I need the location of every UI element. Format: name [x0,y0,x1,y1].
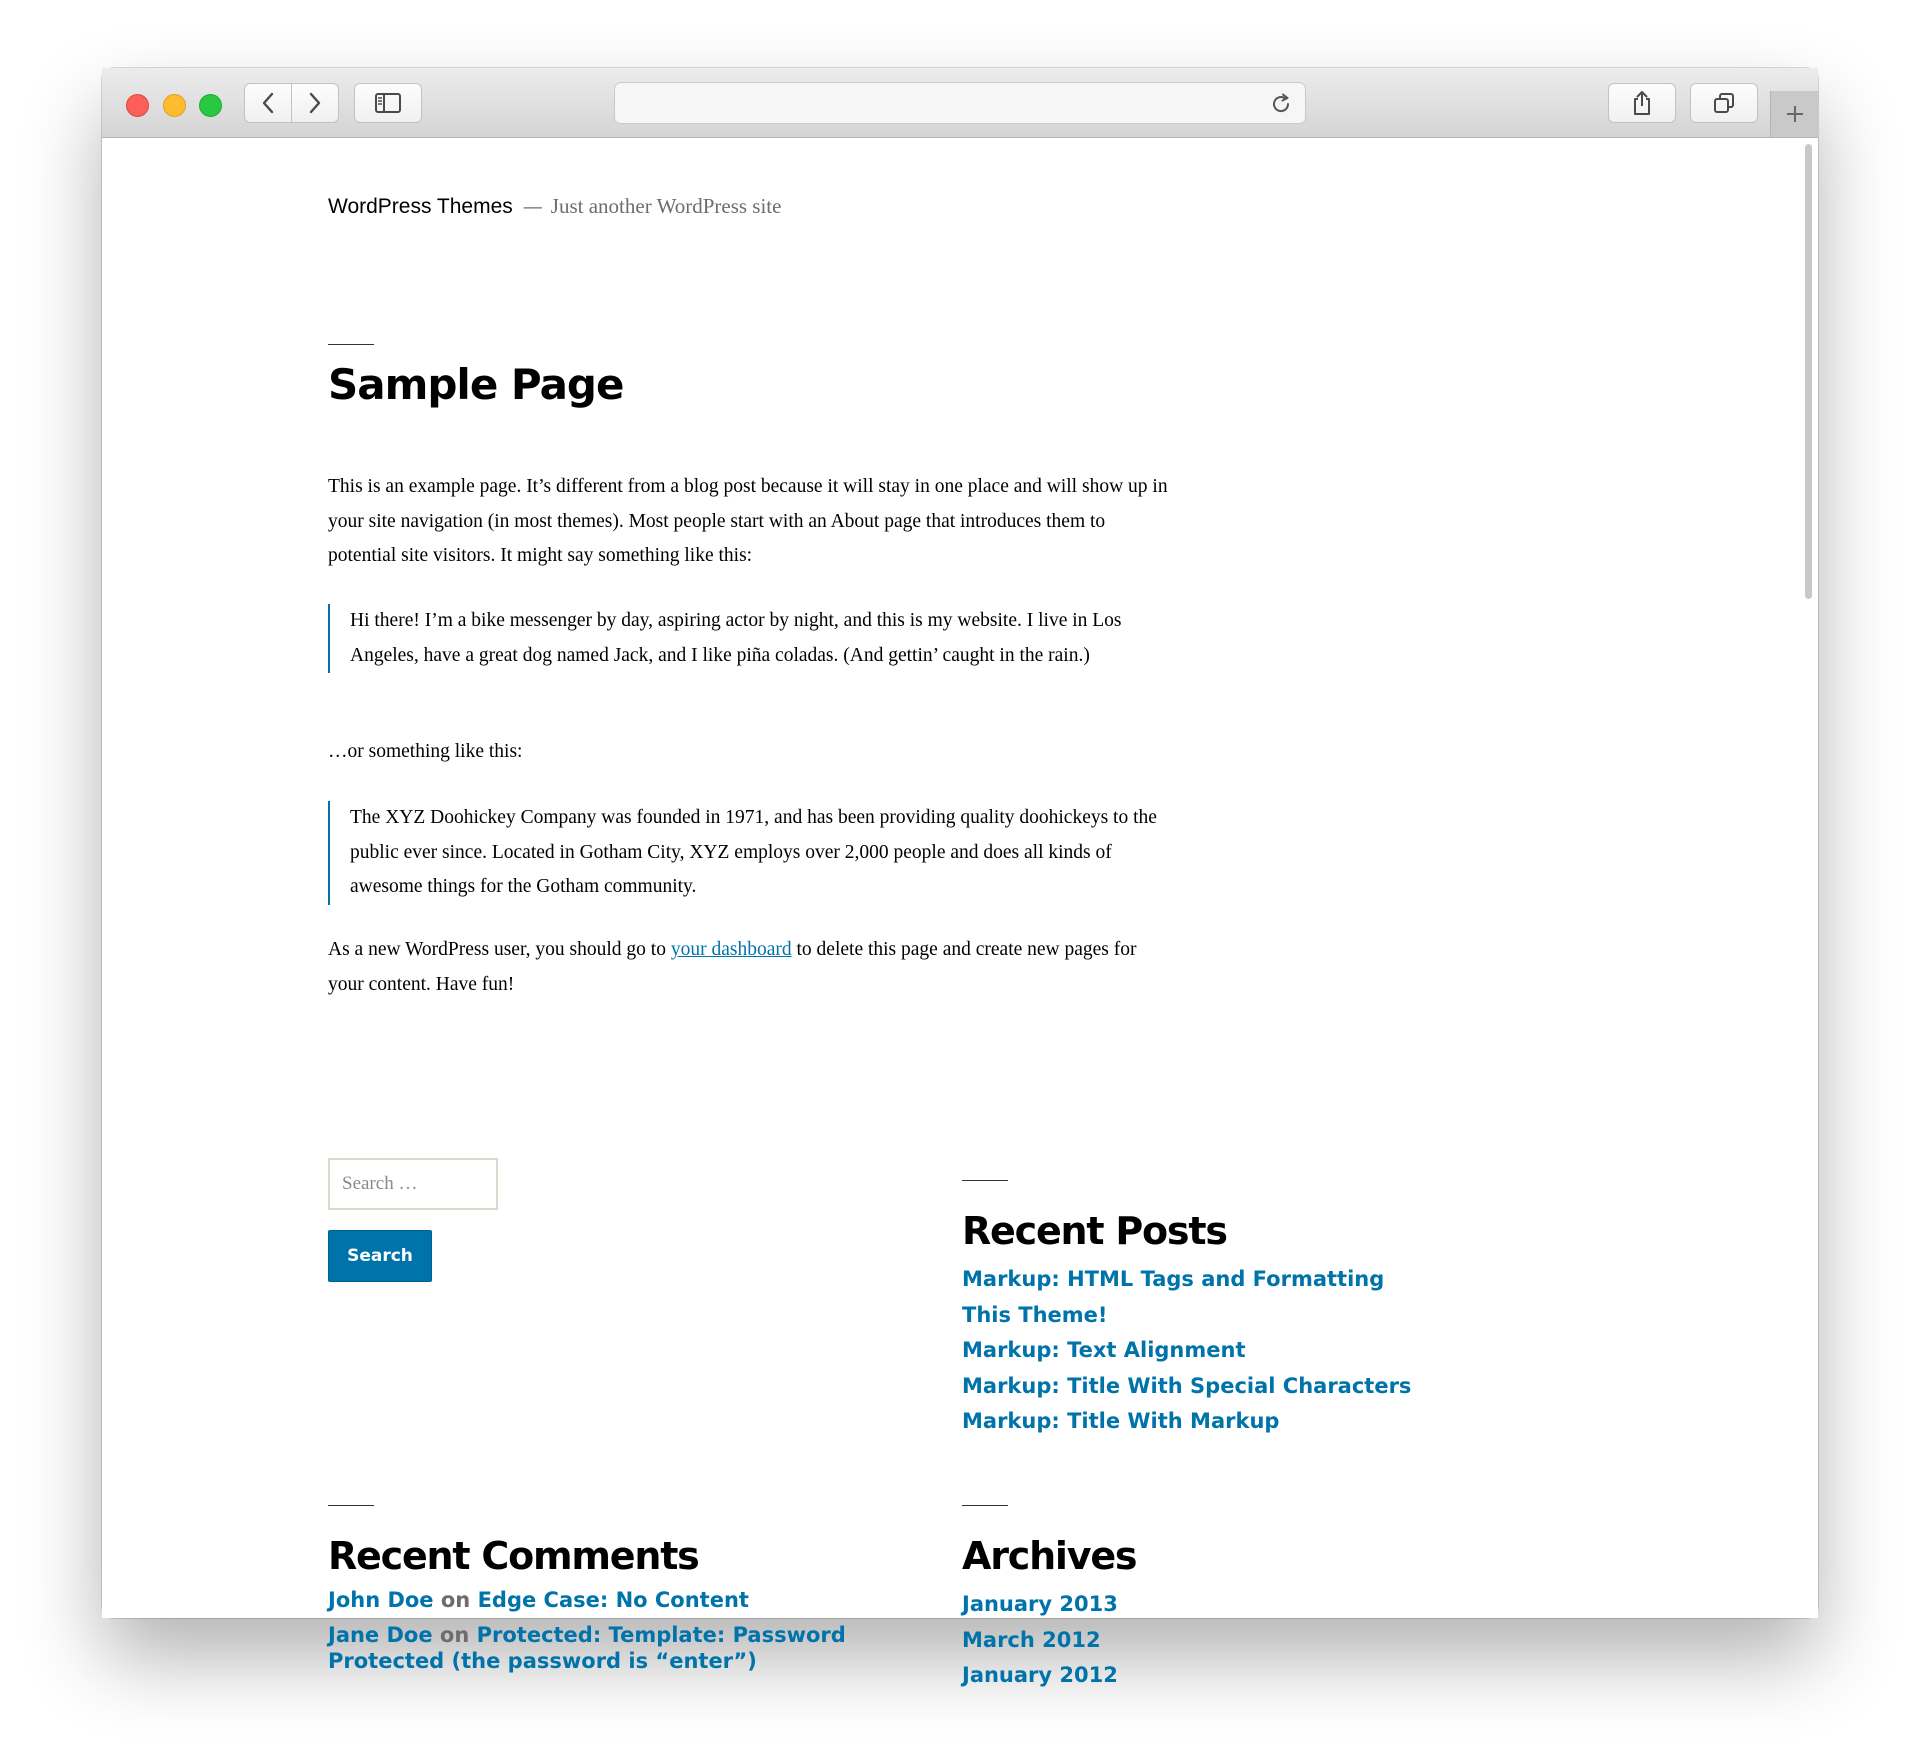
close-window-button[interactable] [126,94,149,117]
archive-item [962,1587,1118,1623]
site-header [328,194,781,219]
recent-posts-list [962,1262,1411,1440]
comment-on-text: on [439,1623,470,1647]
recent-posts-divider [962,1180,1008,1181]
site-title[interactable]: WordPress Themes [328,195,513,218]
tabs-icon [1712,91,1736,115]
sidebar-icon [374,92,402,114]
navigation-buttons [244,83,340,123]
new-tab-button[interactable] [1770,91,1819,137]
outro-paragraph [328,933,1173,1002]
page-content [102,138,1818,1687]
share-button[interactable] [1608,83,1676,123]
recent-post-link[interactable]: Markup: HTML Tags and Formatting [962,1267,1385,1291]
archive-item [962,1623,1118,1659]
archive-item [962,1658,1118,1694]
site-description: Just another WordPress site [550,194,782,218]
browser-toolbar [102,68,1818,138]
reload-icon[interactable] [1269,92,1293,116]
comment-item [328,1587,908,1613]
share-icon [1630,89,1654,117]
outro-text-after: to delete this page and create new pages for your content. Have fun! [328,939,1137,995]
comment-author-link[interactable]: John Doe [328,1588,434,1612]
comment-author-link[interactable]: Jane Doe [328,1623,433,1647]
archive-link[interactable]: January 2012 [962,1663,1118,1687]
middle-paragraph: …or something like this: [328,741,523,762]
recent-post-link[interactable]: Markup: Title With Markup [962,1409,1280,1433]
recent-post-link[interactable]: Markup: Text Alignment [962,1338,1246,1362]
recent-comments-divider [328,1505,374,1506]
recent-post-item [962,1298,1411,1334]
back-button[interactable] [244,83,292,123]
recent-post-link[interactable]: Markup: Title With Special Characters [962,1373,1412,1398]
archives-list [962,1587,1118,1694]
browser-window [102,68,1818,1687]
recent-post-item [962,1333,1411,1369]
recent-comments-title: Recent Comments [328,1534,699,1578]
forward-button[interactable] [291,83,339,123]
title-divider [328,344,374,345]
archive-link[interactable]: January 2013 [962,1592,1118,1616]
blockquote-doohickey [328,801,1172,905]
plus-icon [1784,103,1806,125]
recent-post-item [962,1369,1411,1405]
tab-overview-button[interactable] [1690,83,1758,123]
recent-post-link[interactable]: This Theme! [962,1302,1108,1327]
zoom-window-button[interactable] [199,94,222,117]
comment-item [328,1622,908,1674]
recent-post-item [962,1262,1411,1298]
recent-post-item [962,1404,1411,1440]
archives-title: Archives [962,1534,1137,1578]
search-button[interactable]: Search [328,1230,432,1282]
address-bar[interactable] [614,82,1306,124]
site-title-separator: — [522,194,543,218]
dashboard-link[interactable]: your dashboard [670,939,792,960]
sidebar-toggle-button[interactable] [354,83,422,123]
archive-link[interactable]: March 2012 [962,1627,1101,1652]
recent-comments-list [328,1587,908,1683]
outro-text-before: As a new WordPress user, you should go to [328,939,671,960]
vertical-scrollbar[interactable] [1805,144,1812,599]
chevron-left-icon [261,92,275,114]
comment-post-link[interactable]: Edge Case: No Content [477,1588,749,1612]
comment-on-text: on [440,1588,471,1612]
search-input[interactable] [328,1158,498,1210]
blockquote-bike-messenger [328,604,1172,673]
archives-divider [962,1505,1008,1506]
minimize-window-button[interactable] [163,94,186,117]
blockquote-text: Hi there! I’m a bike messenger by day, aspiring actor by night, and this is my website. I live in Los Angeles, have a great dog named Jack, and I like piña coladas. (And gettin’ caught in the rain.) [350,610,1122,666]
page-title: Sample Page [328,360,624,409]
blockquote-text: The XYZ Doohickey Company was founded in 1971, and has been providing quality doohickeys to the public ever since. Located in Gotham City, XYZ employs over 2,000 people and does all kinds of awesome things for the Gotham community. [350,807,1157,897]
chevron-right-icon [308,92,322,114]
comment-post-link[interactable]: Protected: Template: Password Protected (the password is “enter”) [328,1623,846,1673]
recent-posts-title: Recent Posts [962,1209,1227,1253]
intro-paragraph: This is an example page. It’s different from a blog post because it will stay in one place and will show up in your site navigation (in most themes). Most people start with an About page that introduces them to potential site visitors. It might say something like this: [328,476,1168,566]
